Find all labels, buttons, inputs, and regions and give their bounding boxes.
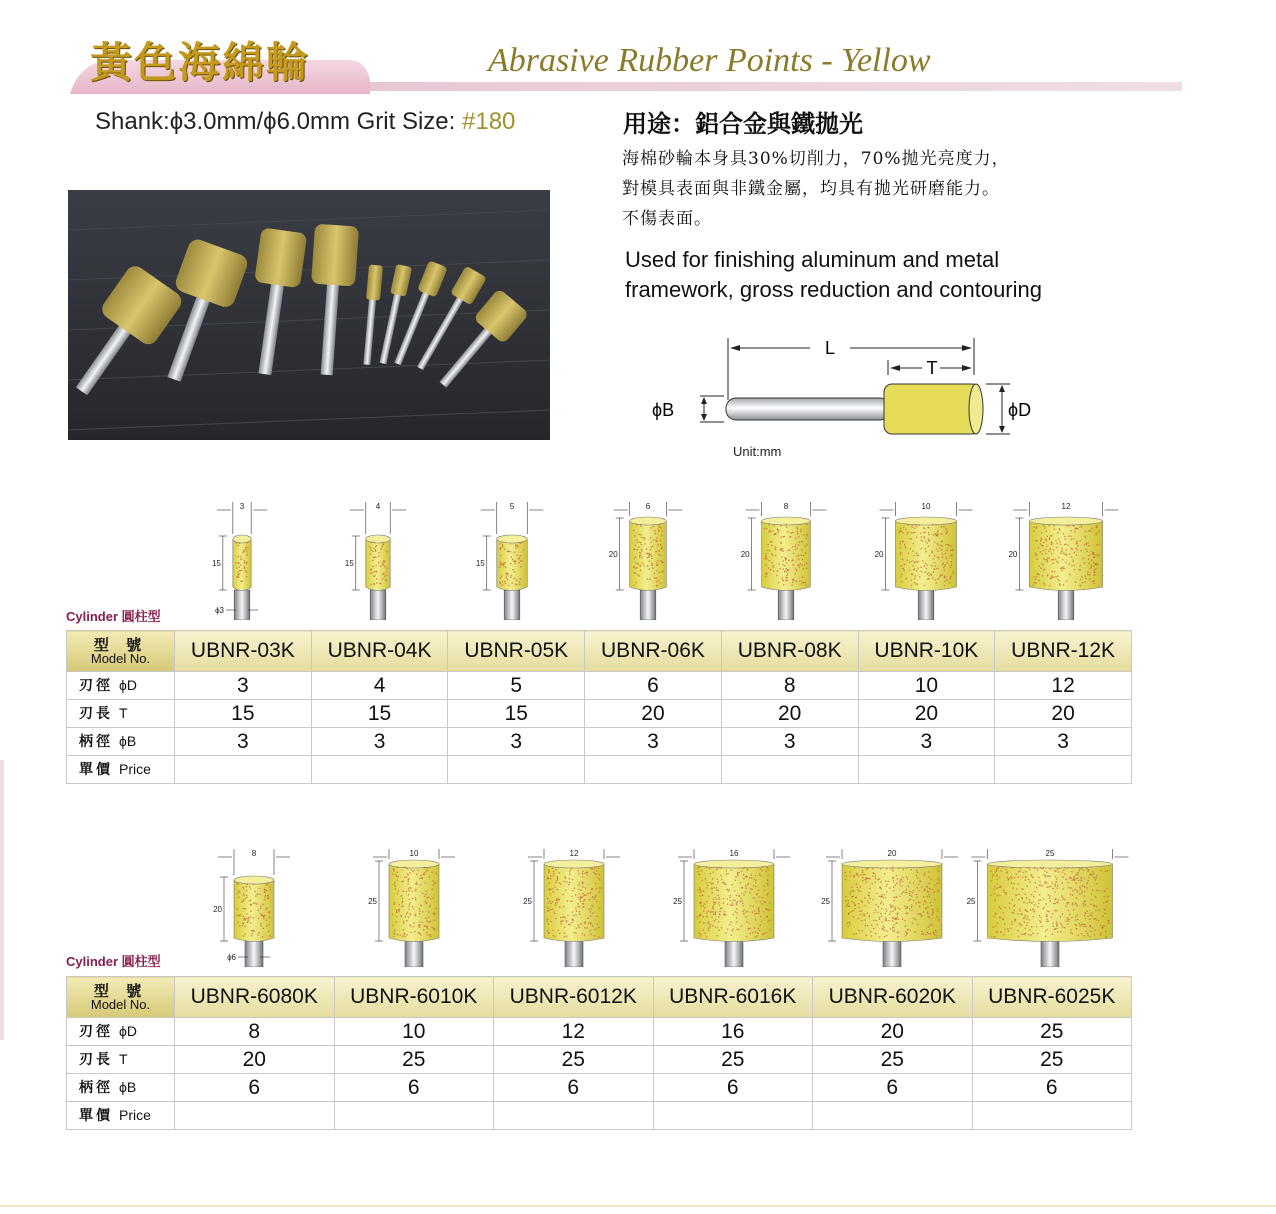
price-cell bbox=[175, 1102, 335, 1130]
d-cell: 3 bbox=[175, 672, 312, 700]
drawing-diameter-label: 8 bbox=[783, 502, 789, 511]
model-cell: UBNR-6012K bbox=[494, 977, 654, 1018]
product-drawing bbox=[368, 849, 455, 967]
b-cell: 6 bbox=[175, 1074, 335, 1102]
drawing-length-label: 20 bbox=[1008, 550, 1018, 559]
page-bottom-rule bbox=[0, 1205, 1276, 1207]
diagram-label-d: ϕD bbox=[1008, 400, 1032, 420]
drawing-length-label: 25 bbox=[821, 897, 830, 906]
t-cell: 25 bbox=[972, 1046, 1132, 1074]
product-drawing bbox=[967, 849, 1129, 967]
product-drawing bbox=[1008, 502, 1118, 620]
model-cell: UBNR-6016K bbox=[653, 977, 813, 1018]
shank-text: Shank:ϕ3.0mm/ϕ6.0mm Grit Size: bbox=[95, 108, 456, 135]
shank-diameter-label: ϕ3 bbox=[215, 606, 224, 615]
t-cell: 15 bbox=[448, 700, 585, 728]
section1-label: Cylinder 圓柱型 bbox=[66, 609, 161, 624]
d-cell: 12 bbox=[995, 672, 1132, 700]
b-cell: 6 bbox=[334, 1074, 494, 1102]
unit-label: Unit:mm bbox=[733, 444, 782, 459]
model-header: 型 號 Model No. bbox=[67, 977, 175, 1018]
b-cell: 3 bbox=[858, 728, 995, 756]
product-drawing bbox=[213, 849, 290, 967]
row-label-price: 單價 Price bbox=[67, 1102, 175, 1130]
d-cell: 10 bbox=[334, 1018, 494, 1046]
drawing-diameter-label: 16 bbox=[729, 849, 739, 858]
d-cell: 4 bbox=[311, 672, 448, 700]
drawing-diameter-label: 10 bbox=[409, 849, 419, 858]
b-cell: 3 bbox=[311, 728, 448, 756]
diagram-label-l: L bbox=[824, 338, 836, 358]
usage-en-line: framework, gross reduction and contouring bbox=[625, 277, 1042, 302]
d-cell: 20 bbox=[813, 1018, 973, 1046]
page-edge-mark bbox=[0, 760, 4, 1040]
row-label-t: 刃長 T bbox=[67, 1046, 175, 1074]
drawing-diameter-label: 3 bbox=[239, 502, 245, 511]
model-cell: UBNR-6080K bbox=[175, 977, 335, 1018]
model-cell: UBNR-10K bbox=[858, 631, 995, 672]
row-label-d: 刃徑 ϕD bbox=[67, 672, 175, 700]
product-drawing bbox=[212, 502, 267, 620]
drawing-diameter-label: 12 bbox=[569, 849, 579, 858]
section2-drawings bbox=[190, 845, 1150, 967]
usage-cn-line: 不傷表面。 bbox=[622, 209, 712, 229]
diagram-label-t: T bbox=[926, 358, 938, 378]
b-cell: 3 bbox=[585, 728, 722, 756]
row-label-price: 單價 Price bbox=[67, 756, 175, 784]
drawing-length-label: 15 bbox=[475, 559, 485, 568]
drawing-length-label: 25 bbox=[368, 897, 377, 906]
price-cell bbox=[175, 756, 312, 784]
t-cell: 20 bbox=[585, 700, 722, 728]
model-cell: UBNR-04K bbox=[311, 631, 448, 672]
model-cell: UBNR-6010K bbox=[334, 977, 494, 1018]
d-cell: 6 bbox=[585, 672, 722, 700]
b-cell: 3 bbox=[721, 728, 858, 756]
price-cell bbox=[653, 1102, 813, 1130]
row-label-b: 柄徑 ϕB bbox=[67, 1074, 175, 1102]
drawing-diameter-label: 4 bbox=[375, 502, 381, 511]
drawing-diameter-label: 8 bbox=[251, 849, 257, 858]
product-drawing bbox=[345, 502, 406, 620]
drawing-diameter-label: 5 bbox=[509, 502, 515, 511]
usage-title: 用途：鋁合金與鐵拋光 bbox=[623, 109, 863, 138]
t-cell: 20 bbox=[858, 700, 995, 728]
drawing-length-label: 20 bbox=[213, 905, 222, 914]
price-cell bbox=[813, 1102, 973, 1130]
model-header: 型 號 Model No. bbox=[67, 631, 175, 672]
price-cell bbox=[448, 756, 585, 784]
grit-size: #180 bbox=[462, 108, 516, 135]
row-label-b: 柄徑 ϕB bbox=[67, 728, 175, 756]
d-cell: 5 bbox=[448, 672, 585, 700]
model-cell: UBNR-05K bbox=[448, 631, 585, 672]
drawing-length-label: 25 bbox=[966, 897, 976, 906]
drawing-diameter-label: 20 bbox=[887, 849, 897, 858]
product-photo bbox=[68, 190, 550, 440]
shank-diameter-label: ϕ6 bbox=[227, 953, 236, 962]
b-cell: 6 bbox=[813, 1074, 973, 1102]
t-cell: 20 bbox=[995, 700, 1132, 728]
t-cell: 15 bbox=[311, 700, 448, 728]
model-cell: UBNR-06K bbox=[585, 631, 722, 672]
b-cell: 3 bbox=[995, 728, 1132, 756]
price-cell bbox=[858, 756, 995, 784]
drawing-diameter-label: 6 bbox=[645, 502, 651, 511]
row-label-t: 刃長 T bbox=[67, 700, 175, 728]
spec-table-1 bbox=[66, 630, 1132, 784]
d-cell: 8 bbox=[721, 672, 858, 700]
dimension-diagram bbox=[640, 330, 1060, 465]
row-label-d: 刃徑 ϕD bbox=[67, 1018, 175, 1046]
spec-table-2 bbox=[66, 976, 1132, 1130]
drawing-length-label: 20 bbox=[740, 550, 750, 559]
diagram-label-b: ϕB bbox=[652, 400, 675, 420]
t-cell: 15 bbox=[175, 700, 312, 728]
usage-en-line: Used for finishing aluminum and metal bbox=[625, 247, 1000, 272]
d-cell: 10 bbox=[858, 672, 995, 700]
drawing-length-label: 15 bbox=[211, 559, 221, 568]
b-cell: 3 bbox=[448, 728, 585, 756]
t-cell: 25 bbox=[653, 1046, 813, 1074]
product-drawing bbox=[523, 849, 620, 967]
product-drawing bbox=[875, 502, 973, 620]
d-cell: 25 bbox=[972, 1018, 1132, 1046]
page-title-cn: 黃色海綿輪 bbox=[90, 38, 311, 87]
drawing-length-label: 20 bbox=[608, 550, 618, 559]
section1-drawings bbox=[190, 498, 1150, 620]
section2-label: Cylinder 圓柱型 bbox=[66, 954, 161, 969]
model-cell: UBNR-03K bbox=[175, 631, 312, 672]
drawing-diameter-label: 25 bbox=[1045, 849, 1055, 858]
price-cell bbox=[721, 756, 858, 784]
drawing-length-label: 25 bbox=[673, 897, 682, 906]
model-cell: UBNR-12K bbox=[995, 631, 1132, 672]
product-drawing bbox=[821, 849, 958, 967]
page-title-en: Abrasive Rubber Points - Yellow bbox=[488, 42, 931, 79]
drawing-length-label: 20 bbox=[874, 550, 884, 559]
b-cell: 6 bbox=[653, 1074, 813, 1102]
t-cell: 25 bbox=[334, 1046, 494, 1074]
model-cell: UBNR-6020K bbox=[813, 977, 973, 1018]
price-cell bbox=[995, 756, 1132, 784]
price-cell bbox=[585, 756, 722, 784]
t-cell: 25 bbox=[813, 1046, 973, 1074]
usage-cn-line: 海棉砂輪本身具30%切削力，70%拋光亮度力， bbox=[622, 149, 1010, 169]
drawing-diameter-label: 12 bbox=[1061, 502, 1071, 511]
price-cell bbox=[494, 1102, 654, 1130]
b-cell: 6 bbox=[972, 1074, 1132, 1102]
usage-cn-line: 對模具表面與非鐵金屬，均具有拋光研磨能力。 bbox=[622, 179, 1000, 199]
d-cell: 16 bbox=[653, 1018, 813, 1046]
b-cell: 3 bbox=[175, 728, 312, 756]
t-cell: 20 bbox=[175, 1046, 335, 1074]
d-cell: 8 bbox=[175, 1018, 335, 1046]
d-cell: 12 bbox=[494, 1018, 654, 1046]
product-drawing bbox=[741, 502, 827, 620]
product-drawing bbox=[609, 502, 683, 620]
product-drawing bbox=[476, 502, 543, 620]
t-cell: 25 bbox=[494, 1046, 654, 1074]
price-cell bbox=[334, 1102, 494, 1130]
t-cell: 20 bbox=[721, 700, 858, 728]
b-cell: 6 bbox=[494, 1074, 654, 1102]
model-cell: UBNR-6025K bbox=[972, 977, 1132, 1018]
drawing-length-label: 25 bbox=[523, 897, 532, 906]
price-cell bbox=[972, 1102, 1132, 1130]
drawing-length-label: 15 bbox=[344, 559, 354, 568]
model-cell: UBNR-08K bbox=[721, 631, 858, 672]
product-drawing bbox=[673, 849, 790, 967]
price-cell bbox=[311, 756, 448, 784]
shank-spec bbox=[95, 108, 515, 136]
drawing-diameter-label: 10 bbox=[921, 502, 931, 511]
